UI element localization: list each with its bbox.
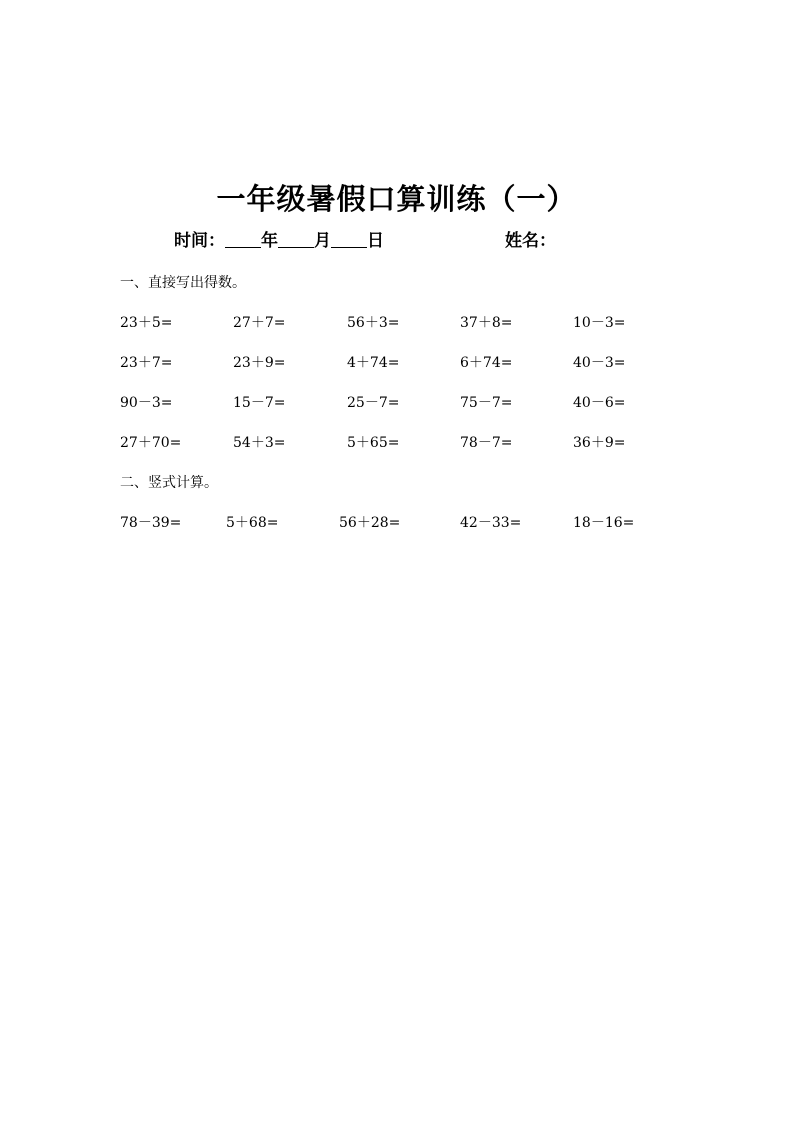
problem: 40－3= xyxy=(573,355,626,371)
problem: 18－16= xyxy=(573,515,635,531)
problem: 4＋74= xyxy=(347,355,400,371)
problem: 90－3= xyxy=(120,395,173,411)
problem: 6＋74= xyxy=(460,355,513,371)
date-line xyxy=(174,229,384,253)
problem-row-3 xyxy=(0,393,793,413)
problem: 23＋9= xyxy=(233,355,286,371)
page-title: 一年级暑假口算训练（一） xyxy=(216,182,577,216)
day-blank xyxy=(331,229,367,248)
time-label: 时间： xyxy=(174,231,225,251)
problem: 10－3= xyxy=(573,315,626,331)
problem: 78－7= xyxy=(460,435,513,451)
problem: 54＋3= xyxy=(233,435,286,451)
problem-row-4 xyxy=(0,433,793,453)
problem: 27＋70= xyxy=(120,435,182,451)
problem: 5＋68= xyxy=(226,515,279,531)
problem: 15－7= xyxy=(233,395,286,411)
problem: 36＋9= xyxy=(573,435,626,451)
problem: 75－7= xyxy=(460,395,513,411)
problem: 56＋28= xyxy=(339,515,401,531)
day-label: 日 xyxy=(367,231,384,251)
month-blank xyxy=(278,229,314,248)
section-1-heading: 一、直接写出得数。 xyxy=(120,275,246,291)
problem: 42－33= xyxy=(460,515,522,531)
month-label: 月 xyxy=(314,231,331,251)
problem: 78－39= xyxy=(120,515,182,531)
problem: 23＋5= xyxy=(120,315,173,331)
problem: 56＋3= xyxy=(347,315,400,331)
problem: 23＋7= xyxy=(120,355,173,371)
section-2-heading: 二、竖式计算。 xyxy=(120,475,218,491)
year-label: 年 xyxy=(261,231,278,251)
problem: 27＋7= xyxy=(233,315,286,331)
problem: 25－7= xyxy=(347,395,400,411)
problem: 5＋65= xyxy=(347,435,400,451)
problem-row-2 xyxy=(0,353,793,373)
year-blank xyxy=(225,229,261,248)
problem-row-1 xyxy=(0,313,793,333)
problem: 37＋8= xyxy=(460,315,513,331)
problem: 40－6= xyxy=(573,395,626,411)
name-label: 姓名： xyxy=(505,231,556,251)
vertical-calc-row xyxy=(0,513,793,533)
